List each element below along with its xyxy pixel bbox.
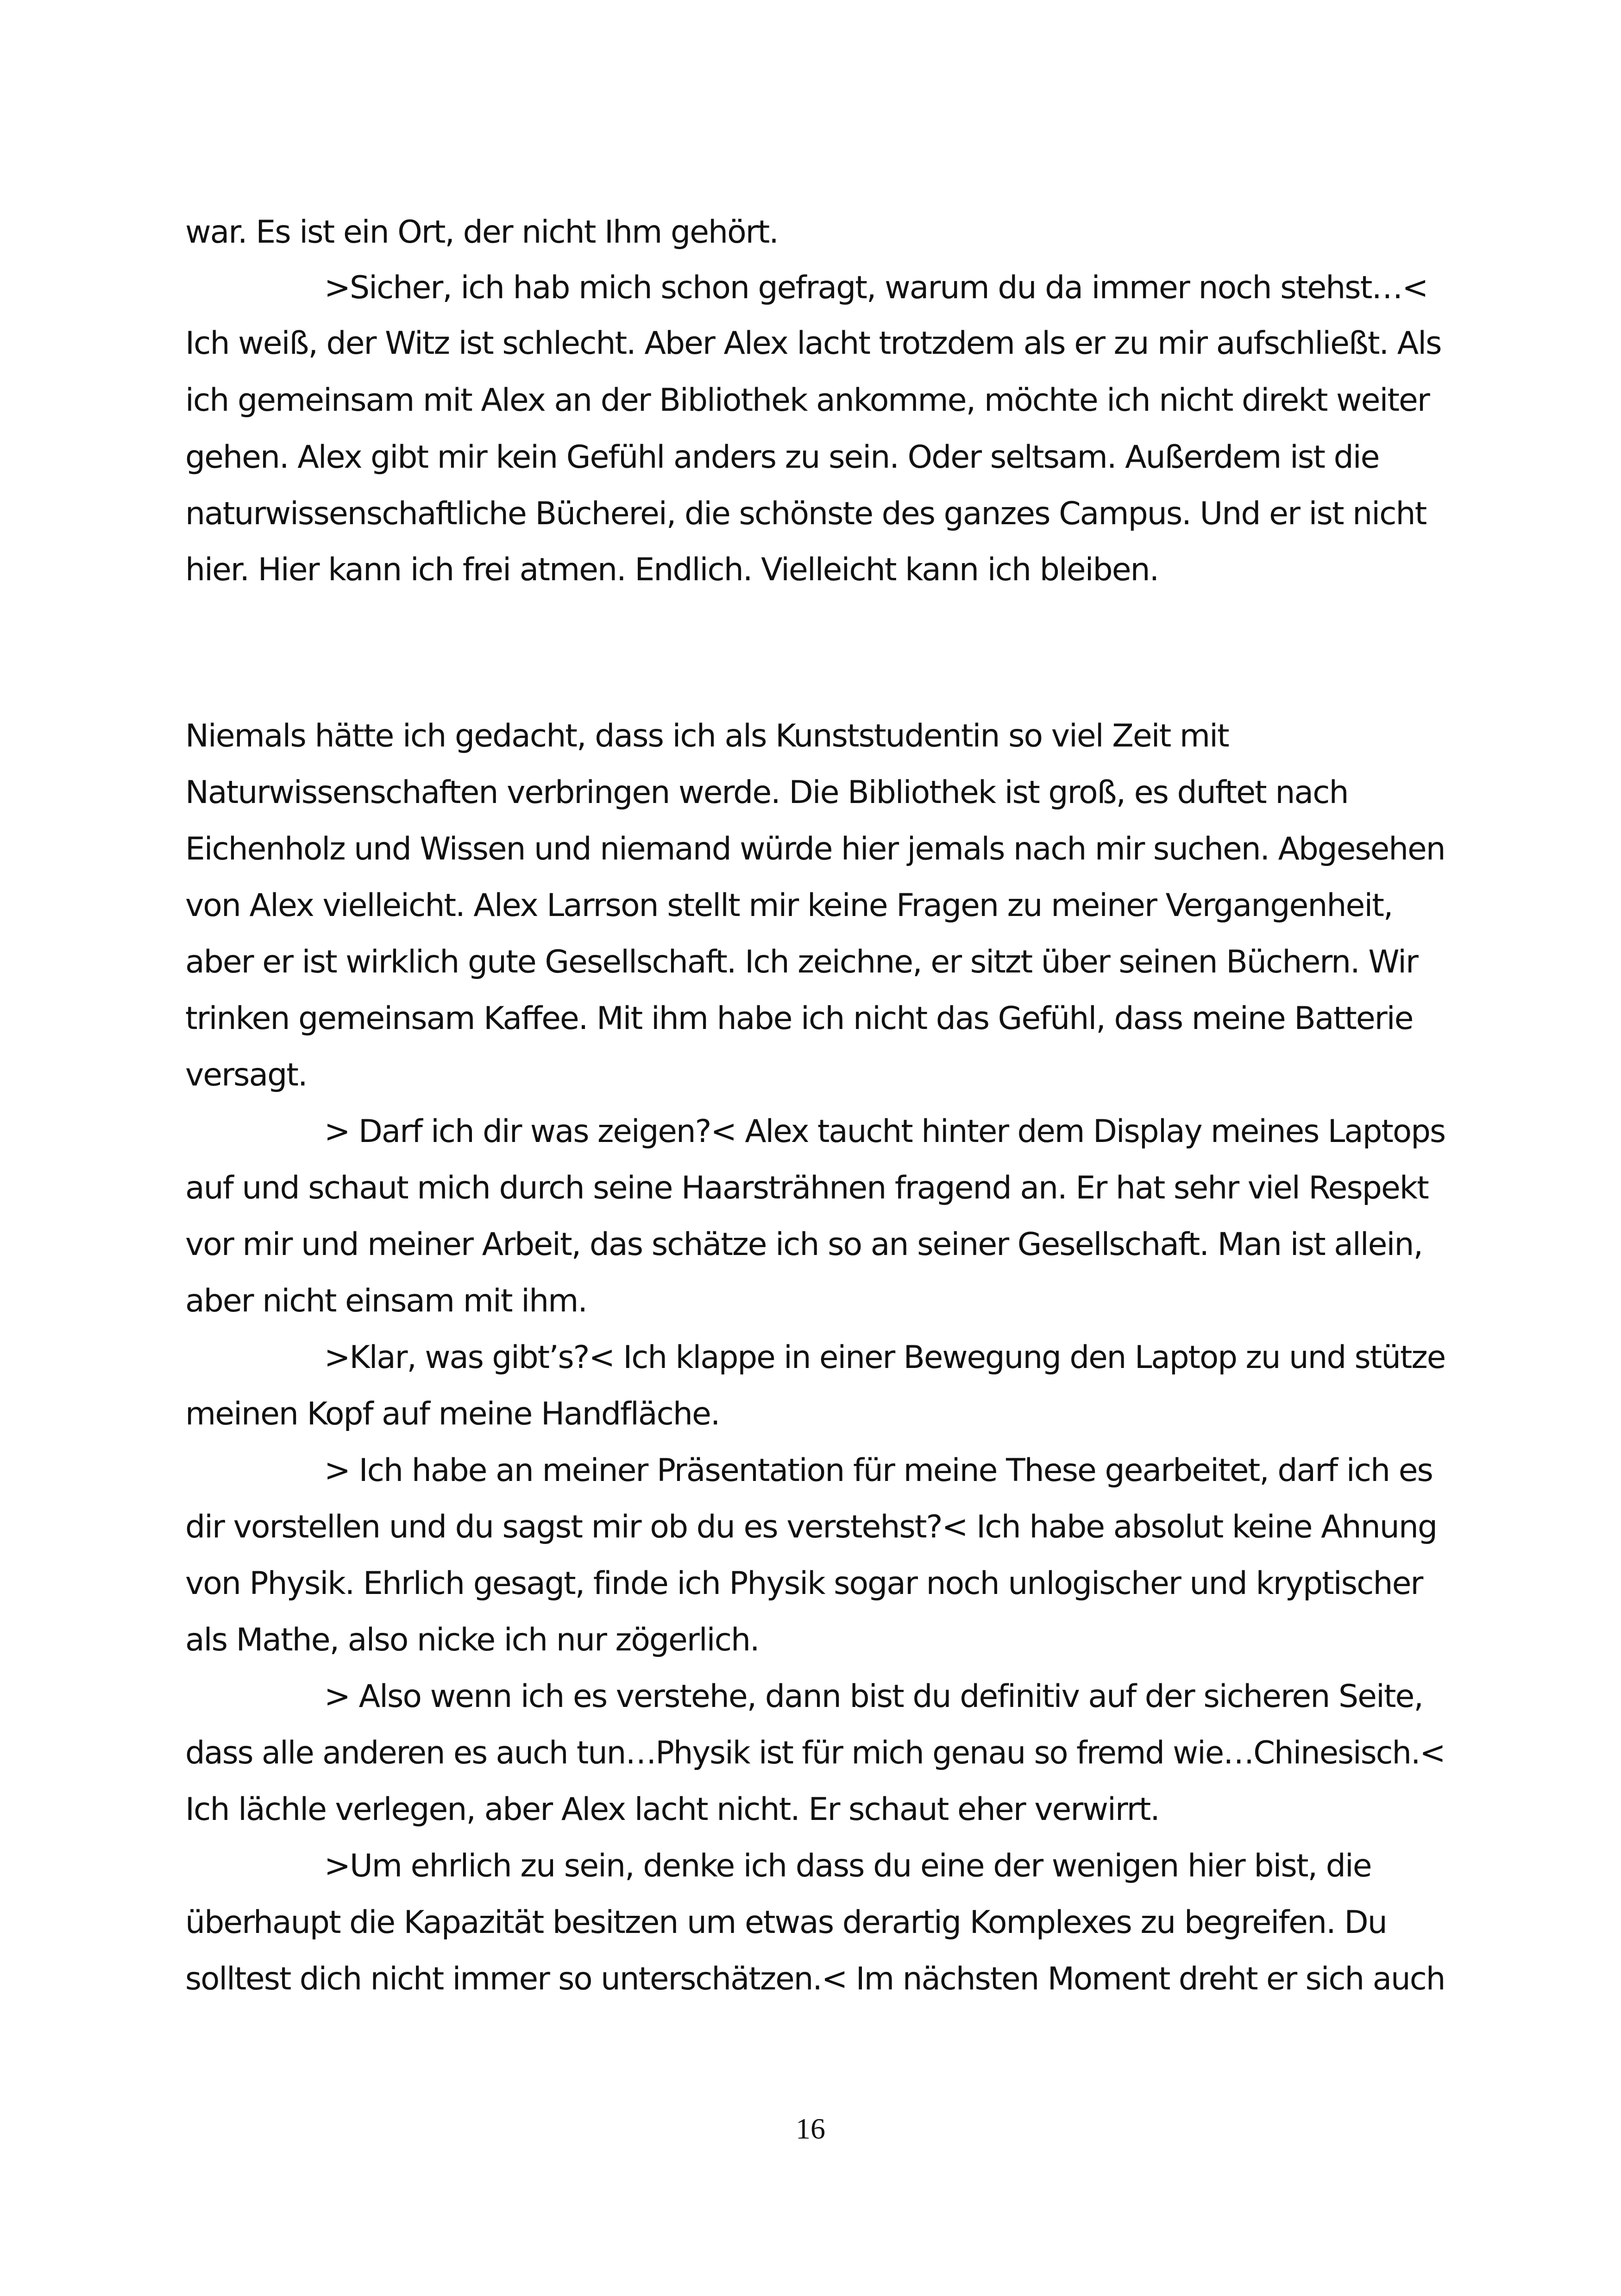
text-line: auf und schaut mich durch seine Haarsträhnen fragend an. Er hat sehr viel Respekt xyxy=(185,1170,1428,1206)
text-line: > Also wenn ich es verstehe, dann bist du definitiv auf der sicheren Seite, xyxy=(324,1678,1423,1715)
text-line: vor mir und meiner Arbeit, das schätze ich so an seiner Gesellschaft. Man ist allein, xyxy=(185,1226,1423,1263)
text-line: meinen Kopf auf meine Handfläche. xyxy=(185,1396,720,1432)
text-line: gehen. Alex gibt mir kein Gefühl anders zu sein. Oder seltsam. Außerdem ist die xyxy=(185,439,1379,476)
text-line: >Klar, was gibt’s?< Ich klappe in einer Bewegung den Laptop zu und stütze xyxy=(324,1339,1445,1376)
page-number: 16 xyxy=(796,2112,825,2145)
text-line: Naturwissenschaften verbringen werde. Die Bibliothek ist groß, es duftet nach xyxy=(185,774,1348,811)
text-line: war. Es ist ein Ort, der nicht Ihm gehört. xyxy=(185,214,778,251)
text-line: aber er ist wirklich gute Gesellschaft. Ich zeichne, er sitzt über seinen Büchern. Wir xyxy=(185,944,1418,980)
text-line: aber nicht einsam mit ihm. xyxy=(185,1283,587,1319)
text-line: trinken gemeinsam Kaffee. Mit ihm habe ich nicht das Gefühl, dass meine Batterie xyxy=(185,1000,1413,1037)
text-line: von Physik. Ehrlich gesagt, finde ich Physik sogar noch unlogischer und kryptischer xyxy=(185,1565,1423,1602)
text-line: dass alle anderen es auch tun…Physik ist für mich genau so fremd wie…Chinesisch.< xyxy=(185,1735,1445,1771)
text-line: überhaupt die Kapazität besitzen um etwas derartig Komplexes zu begreifen. Du xyxy=(185,1904,1387,1941)
text-line: > Darf ich dir was zeigen?< Alex taucht hinter dem Display meines Laptops xyxy=(324,1113,1445,1150)
text-line: Ich weiß, der Witz ist schlecht. Aber Alex lacht trotzdem als er zu mir aufschließt. Als xyxy=(185,325,1441,362)
text-line: Eichenholz und Wissen und niemand würde hier jemals nach mir suchen. Abgesehen xyxy=(185,831,1445,867)
text-line: als Mathe, also nicke ich nur zögerlich. xyxy=(185,1622,759,1658)
text-line: dir vorstellen und du sagst mir ob du es verstehst?< Ich habe absolut keine Ahnung xyxy=(185,1509,1437,1545)
text-line: Ich lächle verlegen, aber Alex lacht nicht. Er schaut eher verwirrt. xyxy=(185,1791,1159,1828)
text-line: Niemals hätte ich gedacht, dass ich als Kunststudentin so viel Zeit mit xyxy=(185,718,1229,754)
text-line: hier. Hier kann ich frei atmen. Endlich. Vielleicht kann ich bleiben. xyxy=(185,552,1159,588)
text-line: ich gemeinsam mit Alex an der Bibliothek ankomme, möchte ich nicht direkt weiter xyxy=(185,382,1429,419)
text-line: > Ich habe an meiner Präsentation für meine These gearbeitet, darf ich es xyxy=(324,1452,1433,1489)
text-line: naturwissenschaftliche Bücherei, die schönste des ganzes Campus. Und er ist nicht xyxy=(185,496,1426,532)
text-line: versagt. xyxy=(185,1057,307,1093)
text-line: solltest dich nicht immer so unterschätzen.< Im nächsten Moment dreht er sich auch xyxy=(185,1961,1445,1997)
text-line: von Alex vielleicht. Alex Larrson stellt mir keine Fragen zu meiner Vergangenheit, xyxy=(185,887,1393,924)
text-line: >Sicher, ich hab mich schon gefragt, warum du da immer noch stehst…< xyxy=(324,270,1428,306)
text-line: >Um ehrlich zu sein, denke ich dass du eine der wenigen hier bist, die xyxy=(324,1848,1371,1884)
